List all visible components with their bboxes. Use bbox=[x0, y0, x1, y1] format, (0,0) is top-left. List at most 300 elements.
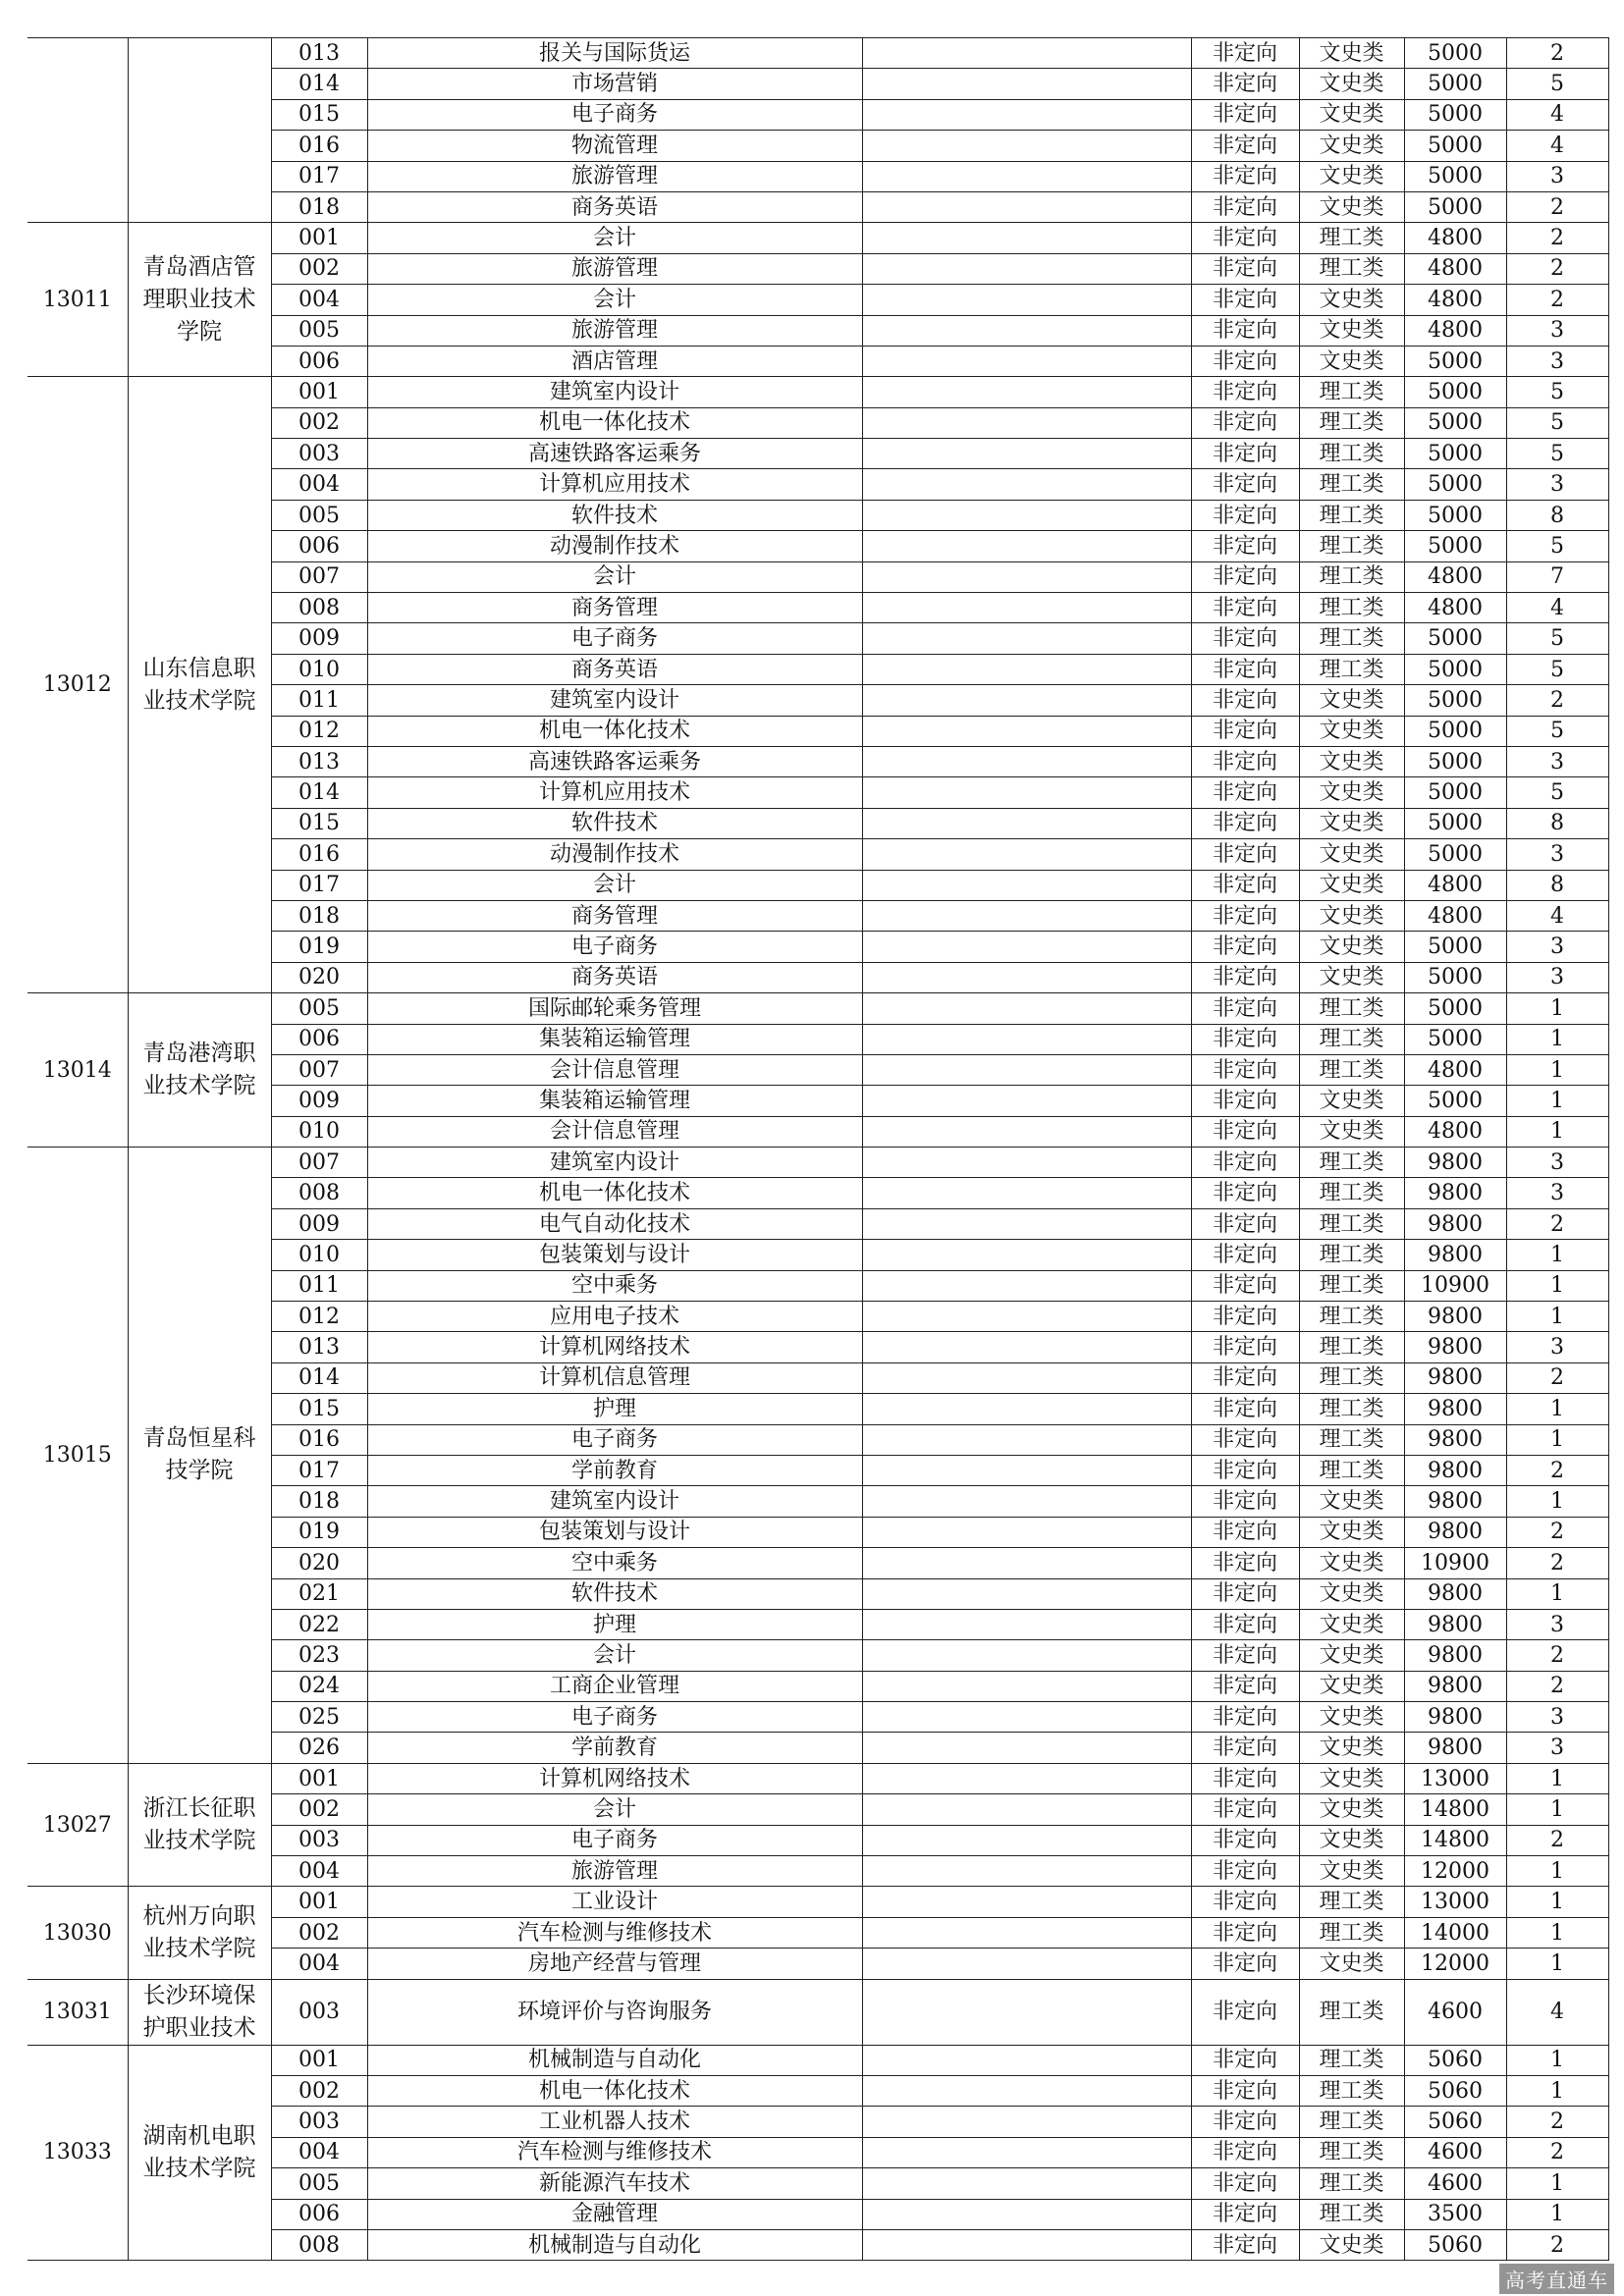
major-code-cell: 014 bbox=[271, 777, 367, 808]
orientation-cell: 非定向 bbox=[1191, 993, 1299, 1024]
remark-cell bbox=[862, 1024, 1191, 1054]
major-name-cell: 会计 bbox=[367, 1794, 862, 1825]
quota-cell: 2 bbox=[1506, 1548, 1608, 1578]
tuition-cell: 5000 bbox=[1404, 38, 1506, 69]
remark-cell bbox=[862, 69, 1191, 99]
tuition-cell: 5000 bbox=[1404, 407, 1506, 438]
remark-cell bbox=[862, 932, 1191, 962]
major-code-cell: 004 bbox=[271, 285, 367, 315]
major-code-cell: 006 bbox=[271, 531, 367, 561]
orientation-cell: 非定向 bbox=[1191, 1825, 1299, 1855]
major-name-cell: 商务英语 bbox=[367, 962, 862, 992]
remark-cell bbox=[862, 285, 1191, 315]
major-code-cell: 003 bbox=[271, 1825, 367, 1855]
table-row bbox=[27, 993, 1608, 1024]
tuition-cell: 9800 bbox=[1404, 1302, 1506, 1332]
category-cell: 文史类 bbox=[1299, 1609, 1404, 1639]
orientation-cell: 非定向 bbox=[1191, 1116, 1299, 1147]
remark-cell bbox=[862, 439, 1191, 469]
major-code-cell: 017 bbox=[271, 161, 367, 191]
tuition-cell: 9800 bbox=[1404, 1208, 1506, 1239]
remark-cell bbox=[862, 1763, 1191, 1793]
remark-cell bbox=[862, 1825, 1191, 1855]
school-code-cell: 13012 bbox=[27, 377, 128, 993]
category-cell: 理工类 bbox=[1299, 1270, 1404, 1301]
quota-cell: 1 bbox=[1506, 1270, 1608, 1301]
major-code-cell: 005 bbox=[271, 2168, 367, 2199]
orientation-cell: 非定向 bbox=[1191, 1856, 1299, 1887]
table-row bbox=[27, 1979, 1608, 2045]
orientation-cell: 非定向 bbox=[1191, 1240, 1299, 1270]
tuition-cell: 5000 bbox=[1404, 191, 1506, 222]
major-code-cell: 008 bbox=[271, 1178, 367, 1208]
watermark: 高考直通车 bbox=[1499, 2264, 1614, 2294]
category-cell: 理工类 bbox=[1299, 1979, 1404, 2045]
quota-cell: 2 bbox=[1506, 2229, 1608, 2260]
major-code-cell: 003 bbox=[271, 1979, 367, 2045]
tuition-cell: 9800 bbox=[1404, 1455, 1506, 1485]
major-code-cell: 002 bbox=[271, 1794, 367, 1825]
quota-cell: 1 bbox=[1506, 1424, 1608, 1455]
remark-cell bbox=[862, 1671, 1191, 1701]
quota-cell: 1 bbox=[1506, 1054, 1608, 1085]
quota-cell: 5 bbox=[1506, 407, 1608, 438]
table-row bbox=[27, 1148, 1608, 1178]
orientation-cell: 非定向 bbox=[1191, 1640, 1299, 1671]
tuition-cell: 9800 bbox=[1404, 1486, 1506, 1517]
category-cell: 理工类 bbox=[1299, 469, 1404, 500]
remark-cell bbox=[862, 161, 1191, 191]
major-name-cell: 会计信息管理 bbox=[367, 1116, 862, 1147]
major-name-cell: 电子商务 bbox=[367, 1424, 862, 1455]
major-name-cell: 高速铁路客运乘务 bbox=[367, 746, 862, 776]
major-code-cell: 020 bbox=[271, 1548, 367, 1578]
category-cell: 理工类 bbox=[1299, 1024, 1404, 1054]
orientation-cell: 非定向 bbox=[1191, 1733, 1299, 1763]
category-cell: 理工类 bbox=[1299, 1424, 1404, 1455]
tuition-cell: 5000 bbox=[1404, 654, 1506, 684]
orientation-cell: 非定向 bbox=[1191, 1578, 1299, 1609]
quota-cell: 3 bbox=[1506, 161, 1608, 191]
remark-cell bbox=[862, 191, 1191, 222]
major-name-cell: 集装箱运输管理 bbox=[367, 1086, 862, 1116]
orientation-cell: 非定向 bbox=[1191, 38, 1299, 69]
major-name-cell: 环境评价与咨询服务 bbox=[367, 1979, 862, 2045]
tuition-cell: 5000 bbox=[1404, 993, 1506, 1024]
quota-cell: 1 bbox=[1506, 1856, 1608, 1887]
category-cell: 文史类 bbox=[1299, 1825, 1404, 1855]
major-code-cell: 012 bbox=[271, 716, 367, 746]
quota-cell: 3 bbox=[1506, 962, 1608, 992]
major-name-cell: 建筑室内设计 bbox=[367, 1486, 862, 1517]
major-code-cell: 001 bbox=[271, 1763, 367, 1793]
major-code-cell: 001 bbox=[271, 2045, 367, 2075]
major-code-cell: 017 bbox=[271, 1455, 367, 1485]
remark-cell bbox=[862, 1332, 1191, 1362]
tuition-cell: 9800 bbox=[1404, 1240, 1506, 1270]
category-cell: 文史类 bbox=[1299, 69, 1404, 99]
major-code-cell: 026 bbox=[271, 1733, 367, 1763]
orientation-cell: 非定向 bbox=[1191, 1270, 1299, 1301]
orientation-cell: 非定向 bbox=[1191, 1609, 1299, 1639]
major-name-cell: 计算机信息管理 bbox=[367, 1362, 862, 1393]
major-name-cell: 工业机器人技术 bbox=[367, 2107, 862, 2137]
tuition-cell: 4800 bbox=[1404, 315, 1506, 346]
tuition-cell: 13000 bbox=[1404, 1887, 1506, 1917]
tuition-cell: 9800 bbox=[1404, 1671, 1506, 1701]
tuition-cell: 5000 bbox=[1404, 808, 1506, 838]
table-row bbox=[27, 223, 1608, 253]
major-code-cell: 007 bbox=[271, 1148, 367, 1178]
remark-cell bbox=[862, 900, 1191, 931]
orientation-cell: 非定向 bbox=[1191, 1548, 1299, 1578]
quota-cell: 4 bbox=[1506, 99, 1608, 130]
quota-cell: 1 bbox=[1506, 1116, 1608, 1147]
category-cell: 文史类 bbox=[1299, 1486, 1404, 1517]
orientation-cell: 非定向 bbox=[1191, 407, 1299, 438]
orientation-cell: 非定向 bbox=[1191, 777, 1299, 808]
remark-cell bbox=[862, 2076, 1191, 2107]
major-name-cell: 电子商务 bbox=[367, 623, 862, 654]
tuition-cell: 5000 bbox=[1404, 962, 1506, 992]
category-cell: 文史类 bbox=[1299, 716, 1404, 746]
major-name-cell: 金融管理 bbox=[367, 2199, 862, 2229]
tuition-cell: 5000 bbox=[1404, 746, 1506, 776]
school-code-cell bbox=[27, 38, 128, 223]
major-code-cell: 023 bbox=[271, 1640, 367, 1671]
major-code-cell: 021 bbox=[271, 1578, 367, 1609]
remark-cell bbox=[862, 223, 1191, 253]
remark-cell bbox=[862, 654, 1191, 684]
major-name-cell: 商务管理 bbox=[367, 900, 862, 931]
quota-cell: 2 bbox=[1506, 38, 1608, 69]
orientation-cell: 非定向 bbox=[1191, 161, 1299, 191]
remark-cell bbox=[862, 253, 1191, 284]
category-cell: 理工类 bbox=[1299, 223, 1404, 253]
remark-cell bbox=[862, 1640, 1191, 1671]
major-name-cell: 计算机网络技术 bbox=[367, 1332, 862, 1362]
major-name-cell: 旅游管理 bbox=[367, 253, 862, 284]
major-name-cell: 软件技术 bbox=[367, 808, 862, 838]
remark-cell bbox=[862, 2137, 1191, 2167]
major-code-cell: 003 bbox=[271, 2107, 367, 2137]
quota-cell: 2 bbox=[1506, 223, 1608, 253]
category-cell: 文史类 bbox=[1299, 131, 1404, 161]
remark-cell bbox=[862, 685, 1191, 716]
remark-cell bbox=[862, 500, 1191, 530]
category-cell: 文史类 bbox=[1299, 99, 1404, 130]
category-cell: 文史类 bbox=[1299, 1548, 1404, 1578]
category-cell: 文史类 bbox=[1299, 1116, 1404, 1147]
tuition-cell: 4600 bbox=[1404, 2168, 1506, 2199]
school-code-cell: 13027 bbox=[27, 1763, 128, 1887]
tuition-cell: 13000 bbox=[1404, 1763, 1506, 1793]
major-name-cell: 建筑室内设计 bbox=[367, 377, 862, 407]
major-name-cell: 新能源汽车技术 bbox=[367, 2168, 862, 2199]
major-name-cell: 空中乘务 bbox=[367, 1548, 862, 1578]
remark-cell bbox=[862, 839, 1191, 870]
quota-cell: 4 bbox=[1506, 131, 1608, 161]
table-row bbox=[27, 2045, 1608, 2075]
major-code-cell: 010 bbox=[271, 1116, 367, 1147]
enrollment-plan-body bbox=[27, 38, 1608, 2261]
tuition-cell: 5000 bbox=[1404, 469, 1506, 500]
orientation-cell: 非定向 bbox=[1191, 623, 1299, 654]
remark-cell bbox=[862, 870, 1191, 900]
major-name-cell: 报关与国际货运 bbox=[367, 38, 862, 69]
remark-cell bbox=[862, 2229, 1191, 2260]
major-name-cell: 机电一体化技术 bbox=[367, 407, 862, 438]
orientation-cell: 非定向 bbox=[1191, 439, 1299, 469]
table-row bbox=[27, 38, 1608, 69]
remark-cell bbox=[862, 777, 1191, 808]
major-name-cell: 电子商务 bbox=[367, 1825, 862, 1855]
orientation-cell: 非定向 bbox=[1191, 1302, 1299, 1332]
remark-cell bbox=[862, 593, 1191, 623]
major-name-cell: 机械制造与自动化 bbox=[367, 2229, 862, 2260]
major-name-cell: 酒店管理 bbox=[367, 346, 862, 376]
major-code-cell: 013 bbox=[271, 746, 367, 776]
major-name-cell: 护理 bbox=[367, 1609, 862, 1639]
quota-cell: 2 bbox=[1506, 685, 1608, 716]
major-code-cell: 013 bbox=[271, 38, 367, 69]
major-name-cell: 商务管理 bbox=[367, 593, 862, 623]
tuition-cell: 9800 bbox=[1404, 1640, 1506, 1671]
major-name-cell: 商务英语 bbox=[367, 654, 862, 684]
remark-cell bbox=[862, 1270, 1191, 1301]
remark-cell bbox=[862, 2168, 1191, 2199]
quota-cell: 4 bbox=[1506, 900, 1608, 931]
major-name-cell: 会计 bbox=[367, 870, 862, 900]
orientation-cell: 非定向 bbox=[1191, 1024, 1299, 1054]
tuition-cell: 5000 bbox=[1404, 839, 1506, 870]
tuition-cell: 9800 bbox=[1404, 1424, 1506, 1455]
orientation-cell: 非定向 bbox=[1191, 1178, 1299, 1208]
tuition-cell: 10900 bbox=[1404, 1548, 1506, 1578]
quota-cell: 2 bbox=[1506, 285, 1608, 315]
major-name-cell: 计算机应用技术 bbox=[367, 777, 862, 808]
major-code-cell: 002 bbox=[271, 2076, 367, 2107]
major-code-cell: 005 bbox=[271, 500, 367, 530]
orientation-cell: 非定向 bbox=[1191, 1486, 1299, 1517]
major-code-cell: 004 bbox=[271, 2137, 367, 2167]
orientation-cell: 非定向 bbox=[1191, 2199, 1299, 2229]
major-code-cell: 022 bbox=[271, 1609, 367, 1639]
category-cell: 理工类 bbox=[1299, 407, 1404, 438]
major-name-cell: 会计 bbox=[367, 285, 862, 315]
school-name-cell: 青岛港湾职业技术学院 bbox=[128, 993, 271, 1148]
school-code-cell: 13030 bbox=[27, 1887, 128, 1979]
major-code-cell: 006 bbox=[271, 1024, 367, 1054]
orientation-cell: 非定向 bbox=[1191, 315, 1299, 346]
quota-cell: 3 bbox=[1506, 346, 1608, 376]
major-code-cell: 015 bbox=[271, 99, 367, 130]
quota-cell: 4 bbox=[1506, 1979, 1608, 2045]
orientation-cell: 非定向 bbox=[1191, 1794, 1299, 1825]
category-cell: 理工类 bbox=[1299, 2199, 1404, 2229]
orientation-cell: 非定向 bbox=[1191, 654, 1299, 684]
orientation-cell: 非定向 bbox=[1191, 253, 1299, 284]
tuition-cell: 5000 bbox=[1404, 500, 1506, 530]
tuition-cell: 14000 bbox=[1404, 1917, 1506, 1948]
orientation-cell: 非定向 bbox=[1191, 746, 1299, 776]
category-cell: 文史类 bbox=[1299, 962, 1404, 992]
category-cell: 理工类 bbox=[1299, 1332, 1404, 1362]
orientation-cell: 非定向 bbox=[1191, 1702, 1299, 1733]
quota-cell: 5 bbox=[1506, 531, 1608, 561]
quota-cell: 1 bbox=[1506, 2199, 1608, 2229]
remark-cell bbox=[862, 2045, 1191, 2075]
orientation-cell: 非定向 bbox=[1191, 2168, 1299, 2199]
remark-cell bbox=[862, 1702, 1191, 1733]
orientation-cell: 非定向 bbox=[1191, 69, 1299, 99]
category-cell: 文史类 bbox=[1299, 161, 1404, 191]
major-name-cell: 学前教育 bbox=[367, 1733, 862, 1763]
quota-cell: 2 bbox=[1506, 2137, 1608, 2167]
quota-cell: 1 bbox=[1506, 2045, 1608, 2075]
tuition-cell: 4800 bbox=[1404, 593, 1506, 623]
remark-cell bbox=[862, 1578, 1191, 1609]
school-name-cell: 长沙环境保护职业技术 bbox=[128, 1979, 271, 2045]
remark-cell bbox=[862, 746, 1191, 776]
major-code-cell: 007 bbox=[271, 561, 367, 592]
category-cell: 理工类 bbox=[1299, 1148, 1404, 1178]
major-name-cell: 包装策划与设计 bbox=[367, 1517, 862, 1547]
major-code-cell: 015 bbox=[271, 1394, 367, 1424]
quota-cell: 3 bbox=[1506, 932, 1608, 962]
tuition-cell: 4800 bbox=[1404, 870, 1506, 900]
category-cell: 理工类 bbox=[1299, 2076, 1404, 2107]
quota-cell: 3 bbox=[1506, 1733, 1608, 1763]
category-cell: 文史类 bbox=[1299, 38, 1404, 69]
remark-cell bbox=[862, 1949, 1191, 1979]
quota-cell: 1 bbox=[1506, 1949, 1608, 1979]
orientation-cell: 非定向 bbox=[1191, 469, 1299, 500]
orientation-cell: 非定向 bbox=[1191, 1394, 1299, 1424]
tuition-cell: 4800 bbox=[1404, 253, 1506, 284]
category-cell: 文史类 bbox=[1299, 285, 1404, 315]
orientation-cell: 非定向 bbox=[1191, 839, 1299, 870]
orientation-cell: 非定向 bbox=[1191, 191, 1299, 222]
category-cell: 文史类 bbox=[1299, 746, 1404, 776]
enrollment-plan-sheet bbox=[27, 37, 1609, 2261]
tuition-cell: 4800 bbox=[1404, 561, 1506, 592]
tuition-cell: 9800 bbox=[1404, 1578, 1506, 1609]
major-code-cell: 001 bbox=[271, 377, 367, 407]
remark-cell bbox=[862, 99, 1191, 130]
major-name-cell: 电子商务 bbox=[367, 932, 862, 962]
quota-cell: 3 bbox=[1506, 1609, 1608, 1639]
remark-cell bbox=[862, 1394, 1191, 1424]
major-name-cell: 电子商务 bbox=[367, 99, 862, 130]
school-name-cell: 杭州万向职业技术学院 bbox=[128, 1887, 271, 1979]
major-name-cell: 电子商务 bbox=[367, 1702, 862, 1733]
tuition-cell: 9800 bbox=[1404, 1362, 1506, 1393]
remark-cell bbox=[862, 1733, 1191, 1763]
category-cell: 文史类 bbox=[1299, 191, 1404, 222]
quota-cell: 8 bbox=[1506, 500, 1608, 530]
category-cell: 文史类 bbox=[1299, 900, 1404, 931]
category-cell: 理工类 bbox=[1299, 623, 1404, 654]
major-code-cell: 016 bbox=[271, 839, 367, 870]
orientation-cell: 非定向 bbox=[1191, 1917, 1299, 1948]
tuition-cell: 5060 bbox=[1404, 2229, 1506, 2260]
category-cell: 理工类 bbox=[1299, 993, 1404, 1024]
category-cell: 文史类 bbox=[1299, 2229, 1404, 2260]
quota-cell: 1 bbox=[1506, 1302, 1608, 1332]
quota-cell: 1 bbox=[1506, 1794, 1608, 1825]
quota-cell: 8 bbox=[1506, 808, 1608, 838]
orientation-cell: 非定向 bbox=[1191, 685, 1299, 716]
orientation-cell: 非定向 bbox=[1191, 223, 1299, 253]
major-code-cell: 010 bbox=[271, 1240, 367, 1270]
quota-cell: 2 bbox=[1506, 1640, 1608, 1671]
category-cell: 理工类 bbox=[1299, 1394, 1404, 1424]
remark-cell bbox=[862, 531, 1191, 561]
quota-cell: 5 bbox=[1506, 69, 1608, 99]
major-name-cell: 工商企业管理 bbox=[367, 1671, 862, 1701]
quota-cell: 3 bbox=[1506, 1332, 1608, 1362]
quota-cell: 1 bbox=[1506, 2168, 1608, 2199]
tuition-cell: 9800 bbox=[1404, 1148, 1506, 1178]
tuition-cell: 5000 bbox=[1404, 1086, 1506, 1116]
quota-cell: 3 bbox=[1506, 839, 1608, 870]
remark-cell bbox=[862, 1548, 1191, 1578]
orientation-cell: 非定向 bbox=[1191, 2045, 1299, 2075]
major-name-cell: 高速铁路客运乘务 bbox=[367, 439, 862, 469]
major-code-cell: 020 bbox=[271, 962, 367, 992]
school-name-cell bbox=[128, 38, 271, 223]
quota-cell: 5 bbox=[1506, 777, 1608, 808]
major-code-cell: 004 bbox=[271, 469, 367, 500]
category-cell: 文史类 bbox=[1299, 685, 1404, 716]
major-code-cell: 018 bbox=[271, 1486, 367, 1517]
orientation-cell: 非定向 bbox=[1191, 870, 1299, 900]
table-row bbox=[27, 1887, 1608, 1917]
quota-cell: 2 bbox=[1506, 1517, 1608, 1547]
major-code-cell: 025 bbox=[271, 1702, 367, 1733]
orientation-cell: 非定向 bbox=[1191, 1424, 1299, 1455]
quota-cell: 1 bbox=[1506, 1240, 1608, 1270]
quota-cell: 3 bbox=[1506, 469, 1608, 500]
tuition-cell: 5000 bbox=[1404, 531, 1506, 561]
tuition-cell: 9800 bbox=[1404, 1394, 1506, 1424]
remark-cell bbox=[862, 1086, 1191, 1116]
quota-cell: 5 bbox=[1506, 439, 1608, 469]
major-code-cell: 007 bbox=[271, 1054, 367, 1085]
remark-cell bbox=[862, 469, 1191, 500]
quota-cell: 1 bbox=[1506, 2076, 1608, 2107]
major-name-cell: 机电一体化技术 bbox=[367, 1178, 862, 1208]
major-code-cell: 018 bbox=[271, 191, 367, 222]
remark-cell bbox=[862, 407, 1191, 438]
major-code-cell: 019 bbox=[271, 932, 367, 962]
table-row bbox=[27, 1763, 1608, 1793]
major-code-cell: 006 bbox=[271, 346, 367, 376]
quota-cell: 3 bbox=[1506, 746, 1608, 776]
tuition-cell: 9800 bbox=[1404, 1517, 1506, 1547]
major-code-cell: 001 bbox=[271, 223, 367, 253]
tuition-cell: 5000 bbox=[1404, 377, 1506, 407]
quota-cell: 8 bbox=[1506, 870, 1608, 900]
quota-cell: 1 bbox=[1506, 1394, 1608, 1424]
quota-cell: 1 bbox=[1506, 1578, 1608, 1609]
category-cell: 文史类 bbox=[1299, 1702, 1404, 1733]
remark-cell bbox=[862, 1302, 1191, 1332]
major-name-cell: 建筑室内设计 bbox=[367, 685, 862, 716]
major-name-cell: 软件技术 bbox=[367, 500, 862, 530]
orientation-cell: 非定向 bbox=[1191, 1949, 1299, 1979]
